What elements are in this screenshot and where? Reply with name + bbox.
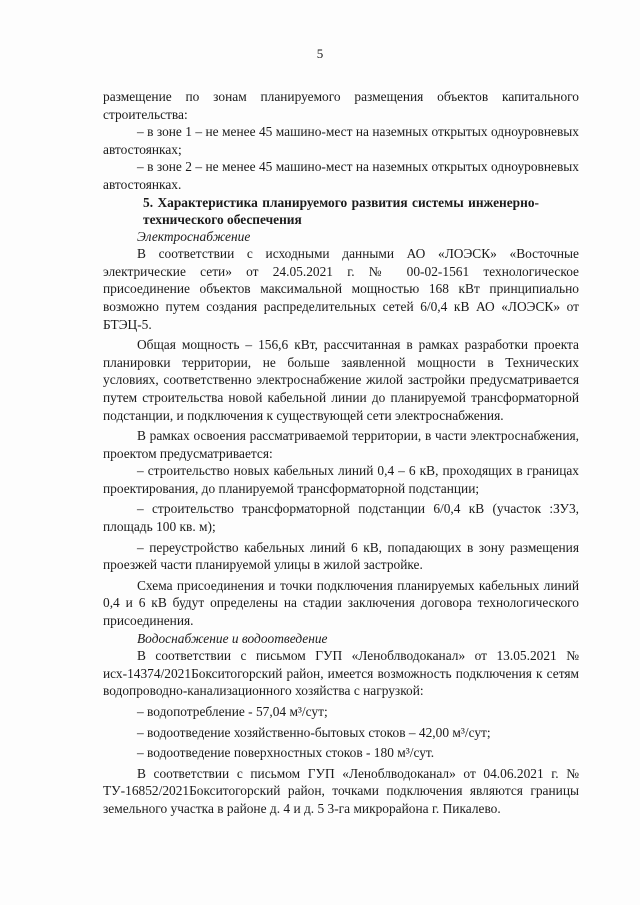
list-item: – водоотведение хозяйственно-бытовых стоков – 42,00 м³/сут;	[137, 724, 491, 740]
list-item: – переустройство кабельных линий 6 кВ, попадающих в зону размещения проезжей части планируемой улицы в жилой застройке.	[103, 539, 579, 573]
paragraph: В соответствии с письмом ГУП «Леноблводоканал» от 13.05.2021 № исх-14374/2021Бокситогорский район, имеется возможность подключения к сетям водопроводно-канализационного хозяйства с нагрузкой:	[103, 648, 579, 699]
paragraph: Схема присоединения и точки подключения планируемых кабельных линий 0,4 и 6 кВ будут определены на стадии заключения договора технологического присоединения.	[103, 577, 579, 629]
list-item: – в зоне 1 – не менее 45 машино-мест на наземных открытых одноуровневых автостоянках;	[103, 124, 579, 157]
section-title: 5. Характеристика планируемого развития системы инженерно-технического обеспечения	[143, 194, 539, 227]
list-item: – в зоне 2 – не менее 45 машино-мест на наземных открытых одноуровневых автостоянках.	[103, 159, 579, 192]
document-body	[103, 88, 579, 818]
page-number: 5	[316, 46, 324, 61]
paragraph: В соответствии с письмом ГУП «Леноблводоканал» от 04.06.2021 г. № ТУ-16852/2021Бокситогорский район, точками подключения являются границы земельного участка в районе д. 4 и д. 5 3-га микрорайона г. Пикалево.	[103, 765, 579, 816]
paragraph: размещение по зонам планируемого размещения объектов капитального строительства:	[103, 89, 579, 122]
list-item: – водоотведение поверхностных стоков - 180 м³/сут.	[137, 745, 435, 761]
subsection-title-electricity: Электроснабжение	[137, 228, 251, 244]
paragraph: В соответствии с исходными данными АО «ЛОЭСК» «Восточные электрические сети» от 24.05.2021 г. № 00-02-1561 технологическое присоединение объектов максимальной мощностью 168 кВт принципиально возможно путем создания распределительных сетей 6/0,4 кВ АО «ЛОЭСК» от БТЭЦ-5.	[103, 246, 579, 332]
subsection-title-water: Водоснабжение и водоотведение	[137, 630, 328, 646]
paragraph: Общая мощность – 156,6 кВт, рассчитанная в рамках разработки проекта планировки территории, не больше заявленной мощности в Технических условиях, соответственно электроснабжение жилой застройки предусматривается путем строительства новой кабельной линии до планируемой трансформаторной подстанции, и подключения к существующей сети электроснабжения.	[103, 337, 579, 423]
paragraph: В рамках освоения рассматриваемой территории, в части электроснабжения, проектом предусматривается:	[103, 428, 579, 461]
list-item: – водопотребление - 57,04 м³/сут;	[137, 704, 328, 719]
list-item: – строительство трансформаторной подстанции 6/0,4 кВ (участок :ЗУ3, площадь 100 кв. м);	[103, 501, 579, 535]
list-item: – строительство новых кабельных линий 0,4 – 6 кВ, проходящих в границах проектирования, до планируемой трансформаторной подстанции;	[103, 463, 579, 496]
